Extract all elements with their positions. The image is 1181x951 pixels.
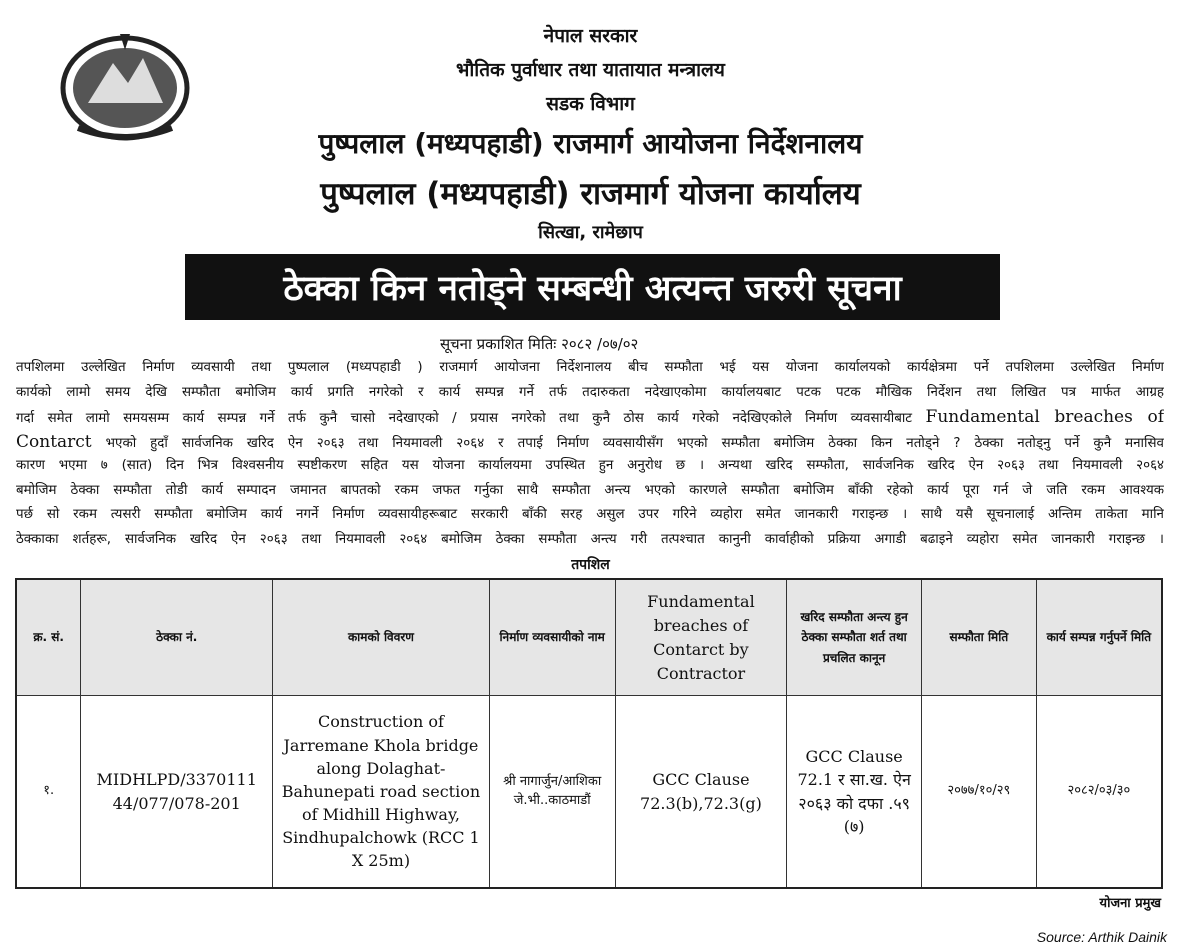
col-header: खरिद सम्फौता अन्त्य हुन ठेक्का सम्फौता शर्त तथा प्रचलित कानून	[787, 579, 922, 696]
col-header: ठेक्का नं.	[81, 579, 273, 696]
body-line: ठेक्काका शर्तहरू, सार्वजनिक खरिद ऐन २०६३ तथा नियमावली २०६४ बमोजिम ठेक्का सम्फौता अन्त्य गरी तत्पश्चात कानुनी कार्वाहीको प्रक्रिया अगाडी बढाइने व्यहोरा समेत जानकारी गराइन्छ ।	[16, 531, 1164, 547]
body-line: पर्छ सो रकम त्यसरी सम्फौता बमोजिम कार्य नगर्ने निर्माण व्यवसायीहरूबाट सरकारी बाँकी सरह असुल उपर गरिने व्यहोरा समेत जानकारी गराइन्छ । साथै यसै सूचनालाई अन्तिम ताकेता मानि	[16, 507, 1164, 522]
body-text: भएको हुदाँ सार्वजनिक खरिद ऐन २०६३ तथा नियमावली २०६४ र तपाई निर्माण व्यवसायीसँग भएको सम्फौता बमोजिम ठेक्का किन नतोड्ने ? ठेक्का नतोड्नु पर्ने कुनै मनासिव	[105, 435, 1164, 451]
body-line	[16, 430, 1164, 455]
col-header: कार्य सम्पन्न गर्नुपर्ने मिति	[1036, 579, 1162, 696]
ministry-name: भौतिक पुर्वाधार तथा यातायात मन्त्रालय	[456, 59, 725, 81]
source-credit: Source: Arthik Dainik	[1036, 929, 1167, 945]
department-name: सडक विभाग	[546, 93, 635, 115]
body-text: गर्दा समेत लामो समयसम्म कार्य सम्पन्न गर्ने तर्फ कुनै चासो नदेखाएको / प्रयास नगरेको तथा कुनै ठोस कार्य गरेको नदेखिएकोले निर्माण व्यवसायीबाट	[16, 411, 913, 426]
cell-completion-date: २०८२/०३/३०	[1036, 696, 1162, 889]
col-header: कामको विवरण	[273, 579, 490, 696]
directorate-name: पुष्पलाल (मध्यपहाडी) राजमार्ग आयोजना निर्देशनालय	[318, 127, 863, 160]
body-line	[16, 405, 1164, 430]
body-line: कार्यको लामो समय देखि सम्फौता बमोजिम कार्य प्रगति नगरेको र कार्य सम्पन्न गर्ने तर्फ तदारुकता नदेखाएकोमा कार्यालयबाट पटक पटक मौखिक निर्देशन तथा लिखित पत्र मार्फत आग्रह	[16, 384, 1164, 400]
col-header: सम्फौता मिति	[921, 579, 1036, 696]
cell-agreement-date: २०७७/१०/२९	[921, 696, 1036, 889]
col-header: निर्माण व्यवसायीको नाम	[489, 579, 615, 696]
table-header-row	[16, 579, 1162, 696]
signature-title: योजना प्रमुख	[1099, 896, 1161, 911]
body-text-en: Contarct	[16, 431, 92, 452]
notice-body	[16, 356, 1164, 552]
details-table	[15, 578, 1163, 889]
table-row	[16, 696, 1162, 889]
office-location: सित्खा, रामेछाप	[538, 222, 643, 243]
body-line: बमोजिम ठेक्का सम्फौता तोडी कार्य सम्पादन जमानत बापतको रकम जफत गर्नुका साथै सम्फौता अन्त्य भएको कारणले सम्फौता बमोजिम बाँकी रहेको कार्य पूरा गर्न जे जति रकम आवश्यक	[16, 482, 1164, 498]
office-name: पुष्पलाल (मध्यपहाडी) राजमार्ग योजना कार्यालय	[320, 176, 861, 212]
notice-title: ठेक्का किन नतोड्ने सम्बन्धी अत्यन्त जरुरी सूचना	[185, 254, 1000, 320]
col-header: क्र. सं.	[16, 579, 81, 696]
cell-serial: १.	[16, 696, 81, 889]
publish-date: सूचना प्रकाशित मितिः २०८२ /०७/०२	[440, 335, 639, 353]
cell-contractor: श्री नागार्जुन/आशिका जे.भी..काठमाडौं	[489, 696, 615, 889]
cell-breaches: GCC Clause 72.3(b),72.3(g)	[615, 696, 787, 889]
table-caption: तपशिल	[571, 557, 610, 573]
cell-description: Construction of Jarremane Khola bridge along Dolaghat-Bahunepati road section of Midhill Highway, Sindhupalchowk (RCC 1 X 25m)	[273, 696, 490, 889]
col-header: Fundamental breaches of Contarct by Contractor	[615, 579, 787, 696]
gov-name: नेपाल सरकार	[543, 25, 638, 47]
cell-contract-no: MIDHLPD/3370111 44/077/078-201	[81, 696, 273, 889]
body-line: कारण भएमा ७ (सात) दिन भित्र विश्वसनीय स्पष्टीकरण सहित यस योजना कार्यालयमा उपस्थित हुन अनुरोध छ । अन्यथा खरिद सम्फौता, सार्वजनिक खरिद ऐन २०६३ तथा नियमावली २०६४	[16, 458, 1164, 473]
body-line: तपशिलमा उल्लेखित निर्माण व्यवसायी तथा पुष्पलाल (मध्यपहाडी ) राजमार्ग आयोजना निर्देशनालय बीच सम्फौता भई यस योजना कार्यालयको कार्यक्षेत्रमा पर्ने तपशिलमा उल्लेखित निर्माण	[16, 360, 1164, 375]
cell-clause: GCC Clause 72.1 र सा.ख. ऐन २०६३ को दफा .५९ (७)	[787, 696, 922, 889]
body-text-en: Fundamental breaches of	[925, 407, 1164, 427]
